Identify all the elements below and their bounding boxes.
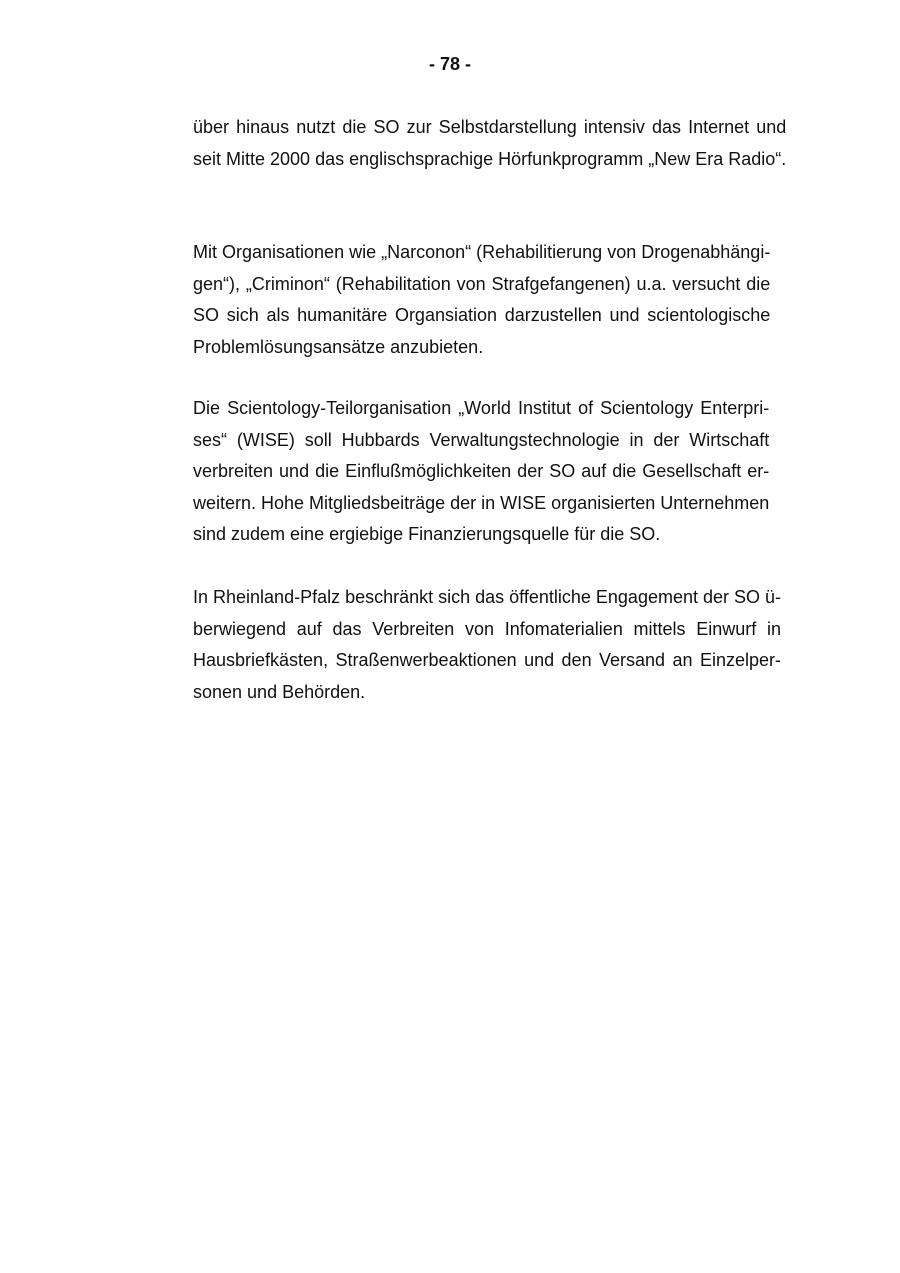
paragraph-internet-radio: [193, 112, 786, 175]
paragraph-wise: [193, 393, 769, 551]
text-line: berwiegend auf das Verbreiten von Infomaterialien mittels Einwurf in: [193, 618, 782, 639]
text-line: sind zudem eine ergiebige Finanzierungsquelle für die SO.: [193, 524, 661, 544]
text-line: Mit Organisationen wie „Narconon“ (Rehabilitierung von Drogenabhängi-: [193, 242, 771, 262]
text-line: sonen und Behörden.: [193, 681, 366, 702]
text-line: über hinaus nutzt die SO zur Selbstdarstellung intensiv das Internet und: [193, 117, 787, 137]
text-line: weitern. Hohe Mitgliedsbeiträge der in WISE organisierten Unternehmen: [193, 492, 770, 513]
paragraph-rheinland-pfalz: [193, 582, 781, 708]
text-line: Hausbriefkästen, Straßenwerbeaktionen und den Versand an Einzelper-: [193, 650, 782, 670]
paragraph-organisations: [193, 237, 770, 363]
text-line: In Rheinland-Pfalz beschränkt sich das öffentliche Engagement der SO ü-: [193, 587, 782, 607]
text-line: seit Mitte 2000 das englischsprachige Hörfunkprogramm „New Era Radio“.: [193, 148, 787, 169]
page-number: - 78 -: [428, 54, 471, 74]
text-line: verbreiten und die Einflußmöglichkeiten der SO auf die Gesellschaft er-: [193, 461, 770, 481]
text-line: Die Scientology-Teilorganisation „World Institut of Scientology Enterpri-: [193, 398, 770, 418]
text-line: Problemlösungsansätze anzubieten.: [193, 336, 484, 357]
text-line: SO sich als humanitäre Organsiation darzustellen und scientologische: [193, 305, 771, 325]
text-line: gen“), „Criminon“ (Rehabilitation von Strafgefangenen) u.a. versucht die: [193, 273, 771, 294]
text-line: ses“ (WISE) soll Hubbards Verwaltungstechnologie in der Wirtschaft: [193, 429, 770, 450]
